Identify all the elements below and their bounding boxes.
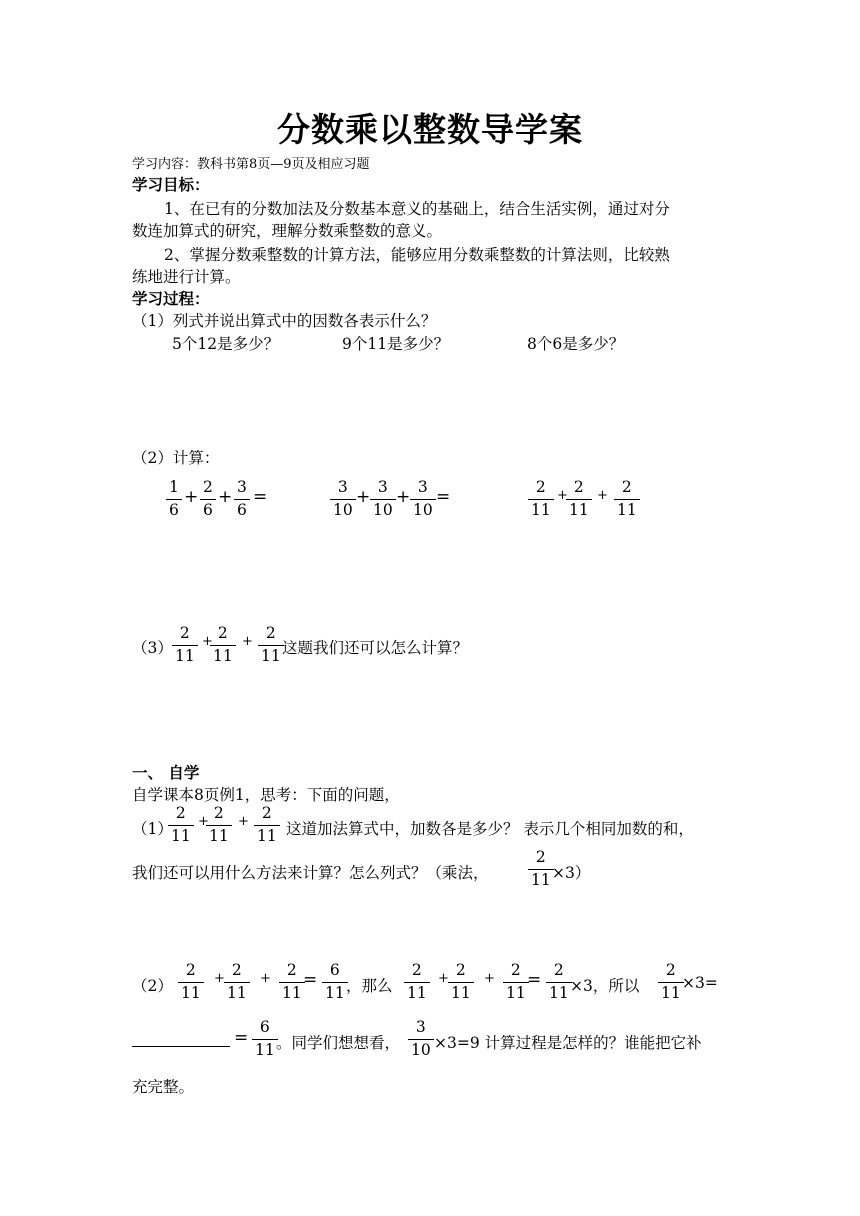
- fraction: [404, 963, 430, 1001]
- fraction: [410, 480, 436, 518]
- equals-sign: =: [253, 487, 268, 507]
- question-1-a: 5个12是多少？: [172, 335, 280, 353]
- fraction: [206, 806, 232, 844]
- denominator: 11: [181, 983, 201, 1002]
- denominator: 11: [549, 983, 569, 1002]
- equals-sign: =: [303, 970, 318, 990]
- s2-tail2: ×3=9 计算过程是怎样的？谁能把它补: [434, 1034, 702, 1052]
- s1-text: 这道加法算式中，加数各是多少？ 表示几个相同加数的和，: [286, 820, 694, 838]
- numerator: 2: [175, 804, 186, 822]
- numerator: 2: [455, 961, 466, 979]
- numerator: 2: [573, 478, 584, 496]
- fraction: [614, 480, 640, 518]
- denominator: 11: [531, 870, 551, 889]
- fraction: [528, 480, 554, 518]
- plus-sign: +: [438, 971, 449, 986]
- numerator: 6: [329, 961, 340, 979]
- fraction: [234, 480, 250, 518]
- fraction: [168, 806, 194, 844]
- page-title: 分数乘以整数导学案: [277, 110, 583, 149]
- fraction: [566, 480, 592, 518]
- denominator: 11: [257, 826, 277, 845]
- s2-prefix: （2）: [132, 977, 173, 995]
- denominator: 11: [569, 500, 589, 519]
- goal2-line1: 2、掌握分数乘整数的计算方法，能够应用分数乘整数的计算法则，比较熟: [164, 246, 670, 264]
- denominator: 6: [203, 500, 213, 519]
- denominator: 11: [255, 1040, 275, 1059]
- fraction: [503, 963, 529, 1001]
- denominator: 10: [373, 500, 393, 519]
- question-1: （1）列式并说出算式中的因数各表示什么？: [132, 312, 437, 330]
- equals-sign: =: [234, 1028, 249, 1048]
- numerator: 2: [286, 961, 297, 979]
- numerator: 2: [217, 624, 228, 642]
- fraction: [546, 963, 572, 1001]
- s2-times-so: ×3，所以: [570, 977, 640, 995]
- plus-sign: +: [198, 814, 209, 829]
- denominator: 11: [451, 983, 471, 1002]
- fraction: [166, 480, 182, 518]
- numerator: 2: [665, 961, 676, 979]
- denominator: 11: [325, 983, 345, 1002]
- numerator: 2: [621, 478, 632, 496]
- numerator: 3: [415, 1018, 426, 1036]
- goal2-line2: 练地进行计算。: [132, 268, 241, 286]
- plus-sign: +: [238, 814, 249, 829]
- denominator: 10: [333, 500, 353, 519]
- numerator: 3: [377, 478, 388, 496]
- fraction: [254, 806, 280, 844]
- s2-tail1: 。同学们想想看，: [276, 1034, 401, 1052]
- fraction: [172, 626, 198, 664]
- fraction: [448, 963, 474, 1001]
- denominator: 11: [661, 983, 681, 1002]
- numerator: 2: [535, 478, 546, 496]
- fraction: [200, 480, 216, 518]
- plus-sign: +: [242, 634, 253, 649]
- denominator: 11: [506, 983, 526, 1002]
- denominator: 11: [261, 646, 281, 665]
- goal1-line1: 1、在已有的分数加法及分数基本意义的基础上，结合生活实例，通过对分: [164, 200, 670, 218]
- fraction: [252, 1020, 278, 1058]
- numerator: 2: [535, 848, 546, 866]
- equals-sign: =: [436, 487, 451, 507]
- numerator: 3: [337, 478, 348, 496]
- denominator: 11: [209, 826, 229, 845]
- equals-sign: =: [527, 970, 542, 990]
- fraction: [408, 1020, 434, 1058]
- question-1-b: 9个11是多少？: [342, 335, 450, 353]
- denominator: 11: [227, 983, 247, 1002]
- numerator: 1: [169, 478, 179, 496]
- numerator: 6: [259, 1018, 270, 1036]
- process-heading: 学习过程：: [132, 289, 210, 308]
- plus-sign: +: [218, 487, 233, 507]
- plus-sign: +: [484, 971, 495, 986]
- fraction: [279, 963, 305, 1001]
- denominator: 11: [531, 500, 551, 519]
- s1-prefix: （1）: [132, 820, 173, 838]
- denominator: 10: [411, 1040, 431, 1059]
- numerator: 2: [231, 961, 242, 979]
- fraction: [258, 626, 284, 664]
- s2-times-eq: ×3=: [682, 974, 718, 992]
- question-2: （2）计算：: [132, 449, 220, 467]
- s1-line2: 我们还可以用什么方法来计算？怎么列式？（乘法，: [132, 864, 489, 882]
- plus-sign: +: [396, 487, 411, 507]
- numerator: 2: [265, 624, 276, 642]
- s2-then: ，那么: [346, 977, 393, 995]
- plus-sign: +: [184, 487, 199, 507]
- denominator: 11: [175, 646, 195, 665]
- plus-sign: +: [214, 971, 225, 986]
- denominator: 11: [617, 500, 637, 519]
- plus-sign: +: [557, 488, 568, 503]
- plus-sign: +: [202, 634, 213, 649]
- plus-sign: +: [260, 971, 271, 986]
- denominator: 6: [237, 500, 247, 519]
- s1-line2-end: ×3）: [552, 864, 591, 882]
- s2-line3: 充完整。: [132, 1078, 195, 1096]
- fraction: [210, 626, 236, 664]
- numerator: 2: [510, 961, 521, 979]
- numerator: 2: [553, 961, 564, 979]
- numerator: 2: [261, 804, 272, 822]
- numerator: 3: [237, 478, 247, 496]
- answer-blank[interactable]: [132, 1046, 230, 1047]
- self-study-line: 自学课本8页例1，思考：下面的问题，: [132, 786, 400, 804]
- question-3-prefix: （3）: [132, 639, 173, 657]
- denominator: 6: [169, 500, 179, 519]
- goal1-line2: 数连加算式的研究，理解分数乘整数的意义。: [132, 222, 443, 240]
- section-1-heading: 一、 自学: [132, 763, 200, 782]
- numerator: 2: [213, 804, 224, 822]
- denominator: 10: [413, 500, 433, 519]
- question-3-text: 这题我们还可以怎么计算？: [282, 639, 469, 657]
- plus-sign: +: [356, 487, 371, 507]
- denominator: 11: [282, 983, 302, 1002]
- fraction: [330, 480, 356, 518]
- fraction: [658, 963, 684, 1001]
- plus-sign: +: [597, 488, 608, 503]
- denominator: 11: [213, 646, 233, 665]
- content-line: 学习内容：教科书第8页—9页及相应习题: [132, 157, 370, 172]
- fraction: [370, 480, 396, 518]
- fraction: [224, 963, 250, 1001]
- fraction: [528, 850, 554, 888]
- question-1-c: 8个6是多少？: [527, 335, 625, 353]
- goals-heading: 学习目标：: [132, 175, 210, 194]
- numerator: 2: [203, 478, 213, 496]
- numerator: 2: [179, 624, 190, 642]
- fraction: [322, 963, 348, 1001]
- numerator: 2: [185, 961, 196, 979]
- fraction: [178, 963, 204, 1001]
- numerator: 2: [411, 961, 422, 979]
- numerator: 3: [417, 478, 428, 496]
- denominator: 11: [171, 826, 191, 845]
- denominator: 11: [407, 983, 427, 1002]
